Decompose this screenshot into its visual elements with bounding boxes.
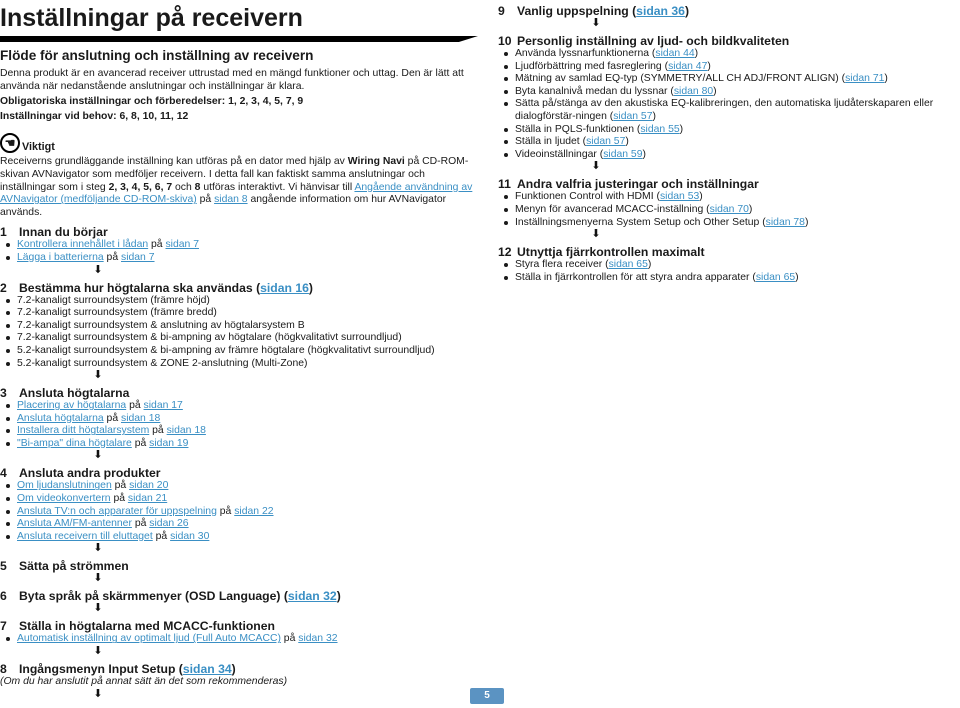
left-column: [0, 0, 478, 701]
step-title-text: Innan du börjar: [19, 225, 108, 240]
paren: ): [679, 123, 684, 135]
step-2: [0, 281, 478, 371]
paren: ): [795, 271, 799, 283]
step-number: 9: [498, 4, 505, 18]
step-title: [0, 559, 478, 573]
step-5: [0, 559, 478, 573]
step-title: [0, 386, 478, 400]
page-link[interactable]: sidan 32: [287, 589, 337, 604]
item-sep: (: [653, 191, 660, 203]
page-link[interactable]: sidan 57: [586, 136, 626, 148]
step-1: [0, 225, 478, 264]
list-item: [498, 73, 960, 86]
item-link[interactable]: Lägga i batterierna: [17, 251, 104, 263]
item-sep: (: [703, 203, 710, 215]
step-title: [498, 34, 960, 48]
page-link[interactable]: sidan 7: [165, 239, 199, 251]
paren: ): [336, 589, 341, 604]
item-sep: (: [602, 259, 609, 271]
item-sep: på: [280, 633, 299, 645]
flow-arrow-icon: ⬇: [93, 572, 103, 585]
step-ref-8: 8: [194, 181, 201, 193]
step-title-text: Ingångsmenyn Input Setup (: [19, 662, 183, 677]
important-text: angående information om hur AVNavigator används.: [0, 194, 447, 218]
flow-arrow-icon: ⬇: [93, 602, 103, 615]
step-number: 6: [0, 589, 7, 604]
page-link[interactable]: sidan 16: [260, 280, 309, 295]
list-item: [0, 518, 478, 531]
page-link[interactable]: sidan 18: [166, 425, 206, 437]
page-link[interactable]: sidan 53: [659, 191, 700, 203]
item-link[interactable]: Ansluta högtalarna: [17, 412, 104, 424]
item-sep: på: [126, 400, 144, 412]
list-item: [498, 149, 960, 162]
item-link[interactable]: Ansluta receivern till eluttaget: [17, 530, 153, 542]
item-sep: på: [131, 518, 150, 530]
list-item: [0, 480, 478, 493]
step-title-text: Ställa in högtalarna med MCACC-funktionen: [19, 619, 275, 634]
item-text: Ställa in ljudet: [515, 136, 580, 148]
list-item: [498, 98, 960, 123]
page-link[interactable]: sidan 30: [170, 530, 210, 542]
item-text: Menyn för avancerad MCACC-inställning: [515, 203, 704, 215]
important-text: på: [196, 194, 215, 206]
item-sep: (: [596, 148, 604, 160]
paren: ): [713, 85, 717, 97]
list-item: 7.2-kanaligt surroundsystem (främre höjd): [0, 295, 478, 308]
list-item: [0, 239, 478, 252]
item-text: Ställa in PQLS-funktionen: [515, 123, 634, 135]
flow-arrow-icon: ⬇: [93, 263, 103, 276]
item-link[interactable]: Om ljudanslutningen: [17, 480, 112, 492]
paren: ): [625, 136, 629, 148]
page-link[interactable]: sidan 80: [673, 85, 714, 97]
item-sep: på: [103, 251, 121, 263]
item-sep: på: [152, 530, 171, 542]
step-title: [0, 619, 478, 633]
step-title-text: Personlig inställning av ljud- och bildkvaliteten: [517, 34, 790, 48]
step-4: [0, 466, 478, 543]
step-title: [0, 466, 478, 480]
step-7: [0, 619, 478, 646]
step-title-text: Utnyttja fjärrkontrollen maximalt: [517, 245, 705, 260]
list-item: [498, 86, 960, 99]
item-link[interactable]: Placering av högtalarna: [17, 400, 127, 412]
item-sep: (: [649, 48, 656, 59]
item-sep: (: [749, 271, 756, 283]
paren: ): [684, 4, 690, 18]
paren: ): [804, 216, 809, 228]
item-sep: på: [103, 412, 121, 424]
step-11: [498, 177, 960, 229]
step-number: 5: [0, 559, 7, 574]
page-link[interactable]: sidan 26: [149, 518, 189, 530]
item-sep: (: [579, 136, 587, 148]
step-title: [0, 225, 478, 239]
flow-arrow-icon: ⬇: [591, 17, 601, 29]
step-title-text: Andra valfria justeringar och inställningar: [517, 177, 759, 192]
step-3-list: [0, 400, 478, 450]
step-note: (Om du har anslutit på annat sätt än det som rekommenderas): [0, 676, 288, 688]
avnavigator-link[interactable]: Angående användning av AVNavigator (medföljande CD-ROM-skiva): [0, 181, 473, 206]
list-item: [0, 633, 478, 646]
item-text: Byta kanalnivå medan du lyssnar: [515, 85, 668, 97]
step-9: [498, 4, 960, 18]
intro-text: Denna produkt är en avancerad receiver uttrustad med en mängd funktioner och uttag. Den är lätt att använda när nedanstående anslutningar och inställningar är klara.: [0, 68, 464, 92]
list-item: 7.2-kanaligt surroundsystem & anslutning av högtalarsystem B: [0, 320, 478, 333]
list-item: [498, 61, 960, 74]
step-number: 4: [0, 466, 7, 481]
step-1-list: [0, 239, 478, 264]
paren: ): [707, 60, 711, 72]
item-link[interactable]: Installera ditt högtalarsystem: [17, 425, 150, 437]
list-item: 7.2-kanaligt surroundsystem (främre bredd): [0, 307, 478, 320]
step-number: 3: [0, 386, 7, 401]
step-number: 1: [0, 225, 7, 240]
item-text: Inställningsmenyerna System Setup och Other Setup: [515, 216, 760, 228]
flow-arrow-icon: ⬇: [591, 160, 601, 173]
paren: ): [308, 280, 313, 295]
step-12-list: [498, 259, 960, 284]
item-sep: på: [216, 505, 235, 517]
page-title: [0, 3, 478, 37]
page-link[interactable]: sidan 78: [765, 216, 805, 228]
item-text: Funktionen Control with HDMI: [515, 191, 654, 203]
item-sep: på: [131, 437, 150, 449]
step-number: 12: [498, 245, 512, 260]
optional-settings: Inställningar vid behov: 6, 8, 10, 11, 12: [0, 110, 189, 122]
list-item: [0, 400, 478, 413]
step-title: [0, 589, 478, 603]
list-item: [0, 413, 478, 426]
step-refs: 2, 3, 4, 5, 6, 7: [108, 181, 173, 193]
step-title: [498, 177, 960, 191]
important-title: Viktigt: [22, 140, 55, 153]
list-item: 5.2-kanaligt surroundsystem & ZONE 2-anslutning (Multi-Zone): [0, 358, 478, 371]
paren: ): [231, 662, 236, 677]
item-text: Mätning av samlad EQ-typ (SYMMETRY/ALL CH ADJ/FRONT ALIGN): [515, 73, 839, 85]
list-item: [0, 493, 478, 506]
list-item: [498, 48, 960, 61]
step-title-text: Vanlig uppspelning (: [517, 4, 637, 18]
list-item: [498, 191, 960, 204]
item-text: Styra flera receiver: [515, 259, 603, 271]
step-number: 11: [498, 177, 511, 192]
important-box: [0, 131, 478, 219]
flow-arrow-icon: ⬇: [93, 542, 103, 555]
paren: ): [884, 73, 888, 85]
title-rule: [0, 36, 478, 42]
paren: ): [647, 259, 652, 271]
page-link[interactable]: sidan 22: [234, 505, 274, 517]
page-link[interactable]: sidan 7: [121, 251, 155, 263]
page-link[interactable]: sidan 21: [127, 493, 168, 505]
item-sep: (: [634, 123, 641, 135]
item-text: Använda lyssnarfunktionerna: [515, 48, 650, 59]
important-text: och: [172, 181, 195, 193]
step-title-text: Ansluta högtalarna: [19, 386, 130, 401]
important-text: på CD-ROM-skivan AVNavigator som medföljer receivern. I detta fall kan faktiskt samma anslutningar och inställningar som i steg: [0, 156, 469, 193]
list-item: 5.2-kanaligt surroundsystem & bi-ampning av främre högtalare (högkvalitativt surroundljud): [0, 345, 478, 358]
item-sep: på: [148, 239, 166, 251]
step-number: 10: [498, 34, 512, 48]
item-text: Sätta på/stänga av den akustiska EQ-kalibreringen, den automatiska ljudåterskaparen eller dialogförstär-ningen: [515, 98, 934, 122]
step-title-text: Bestämma hur högtalarna ska användas (: [19, 280, 261, 295]
item-sep: på: [111, 480, 130, 492]
list-item: 7.2-kanaligt surroundsystem & bi-ampning av högtalare (högkvalitativt surroundljud): [0, 332, 478, 345]
list-item: [498, 259, 960, 272]
paren: ): [652, 110, 656, 122]
item-text: Videoinställningar: [515, 148, 597, 160]
page-link[interactable]: sidan 34: [182, 662, 232, 677]
item-link[interactable]: Ansluta AM/FM-antenner: [17, 518, 132, 530]
step-title: [498, 4, 960, 18]
paren: ): [694, 48, 699, 59]
item-link[interactable]: Automatisk inställning av optimalt ljud (Full Auto MCACC): [17, 633, 281, 645]
item-sep: (: [759, 216, 766, 228]
step-title: [0, 281, 478, 295]
item-text: Ställa in fjärrkontrollen för att styra andra apparater: [515, 271, 750, 283]
page-link[interactable]: sidan 71: [845, 73, 885, 85]
page-link[interactable]: sidan 57: [613, 110, 653, 122]
item-link[interactable]: "Bi-ampa" dina högtalare: [17, 437, 132, 449]
important-header: [0, 131, 478, 153]
important-text: utföras interaktivt. Vi hänvisar till: [200, 181, 355, 193]
flow-arrow-icon: ⬇: [93, 369, 103, 382]
flow-arrow-icon: ⬇: [93, 449, 103, 462]
step-11-list: [498, 191, 960, 229]
important-text: Receiverns grundläggande inställning kan utföras på en dator med hjälp av: [0, 156, 348, 168]
step-title-text: Byta språk på skärmmenyer (OSD Language) (: [19, 589, 288, 604]
list-item: [498, 136, 960, 149]
item-link[interactable]: Kontrollera innehållet i lådan: [17, 239, 149, 251]
step-7-list: [0, 633, 478, 646]
item-sep: på: [110, 493, 128, 505]
page-link[interactable]: sidan 20: [129, 480, 169, 492]
list-item: [0, 252, 478, 265]
page-link[interactable]: sidan 36: [636, 4, 685, 18]
item-sep: (: [661, 60, 669, 72]
page-link[interactable]: sidan 19: [149, 437, 189, 449]
step-8: [0, 662, 478, 689]
wiring-navi: Wiring Navi: [347, 156, 405, 168]
section-heading: Flöde för anslutning och inställning av receivern: [0, 48, 314, 63]
step-3: [0, 386, 478, 450]
list-item: [0, 531, 478, 544]
flow-arrow-icon: ⬇: [93, 687, 103, 700]
page-link[interactable]: sidan 32: [298, 633, 338, 645]
step-10: [498, 34, 960, 161]
list-item: [498, 124, 960, 137]
step-number: 7: [0, 619, 7, 634]
step-number: 2: [0, 280, 7, 295]
flow-arrow-icon: ⬇: [93, 645, 103, 658]
step-title-text: Ansluta andra produkter: [19, 466, 161, 481]
page-link[interactable]: sidan 65: [608, 259, 648, 271]
page-link[interactable]: sidan 70: [709, 203, 749, 215]
page-link[interactable]: sidan 65: [755, 271, 796, 283]
step-title-text: Sätta på strömmen: [19, 559, 129, 574]
page-title-text: Inställningar på receivern: [0, 4, 303, 32]
step-10-list: [498, 48, 960, 161]
important-body: [0, 156, 478, 219]
item-text: Ljudförbättring med fasreglering: [515, 60, 662, 72]
paren: ): [642, 148, 646, 160]
page-8-link[interactable]: sidan 8: [214, 194, 248, 206]
step-2-list: [0, 295, 478, 371]
step-4-list: [0, 480, 478, 543]
flow-arrow-icon: ⬇: [591, 228, 601, 241]
list-item: [498, 217, 960, 230]
item-link[interactable]: Ansluta TV:n och apparater för uppspelning: [17, 505, 217, 517]
step-6: [0, 589, 478, 603]
step-title: [0, 662, 478, 676]
right-column: [498, 0, 960, 284]
list-item: [0, 506, 478, 519]
item-link[interactable]: Om videokonvertern: [17, 493, 111, 505]
step-12: [498, 245, 960, 284]
list-item: [0, 438, 478, 451]
step-number: 8: [0, 662, 7, 677]
list-item: [498, 204, 960, 217]
list-item: [0, 425, 478, 438]
page-link[interactable]: sidan 59: [603, 148, 643, 160]
paren: ): [748, 203, 753, 215]
page-link[interactable]: sidan 17: [143, 400, 183, 412]
page-link[interactable]: sidan 44: [655, 48, 695, 59]
item-sep: (: [838, 73, 846, 85]
required-settings: Obligatoriska inställningar och förberedelser: 1, 2, 3, 4, 5, 7, 9: [0, 96, 304, 108]
page-link[interactable]: sidan 55: [640, 123, 680, 135]
step-title: [498, 245, 960, 259]
page-number-badge: 5: [470, 688, 504, 704]
paren: ): [699, 191, 703, 203]
intro: [0, 68, 478, 123]
page-link[interactable]: sidan 18: [121, 412, 161, 424]
item-sep: på: [149, 425, 167, 437]
important-hand-icon: ☚: [0, 133, 20, 153]
item-sep: (: [667, 85, 674, 97]
item-sep: (: [606, 110, 614, 122]
page-link[interactable]: sidan 47: [668, 60, 708, 72]
list-item: [498, 272, 960, 285]
